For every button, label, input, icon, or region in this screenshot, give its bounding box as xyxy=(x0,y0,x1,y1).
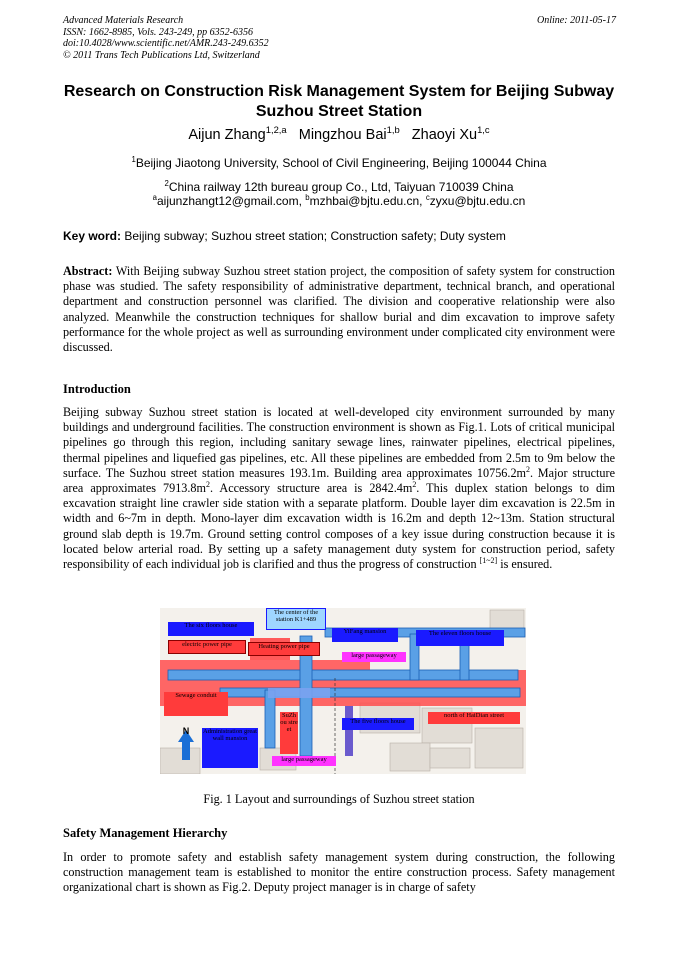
email-line xyxy=(0,194,678,208)
keyword-label: Key word: xyxy=(63,229,122,243)
label-five-floors-house: The five floors house xyxy=(342,718,414,730)
author-sup: 1,2,a xyxy=(265,124,287,136)
email-link[interactable]: aijunzhangt12@gmail.com, xyxy=(156,194,302,208)
author-sup: 1,b xyxy=(386,124,400,136)
figure-1 xyxy=(160,608,526,774)
abstract xyxy=(63,264,615,355)
label-heating-power-pipe: Heating power pipe xyxy=(248,642,320,656)
author-name: Zhaoyi Xu xyxy=(411,127,478,143)
email-sup: c xyxy=(425,193,430,202)
doi-line: doi:10.4028/www.scientific.net/AMR.243-249.6352 xyxy=(63,38,269,49)
aff-sup: 1 xyxy=(131,155,136,164)
abstract-text: With Beijing subway Suzhou street station project, the composition of safety system for construction phase was studied. The safety responsibility of administrative department, technical branch, and operational department and construction personnel was clarified. The division and cooperative relationship were also analyzed. Meanwhile the construction techniques for shallow burial and dim excavation to improve safety performance for the whole project as well as surrounding environment under complicated city environment were discussed. xyxy=(63,264,615,355)
email-link[interactable]: mzhbai@bjtu.edu.cn, xyxy=(309,194,423,208)
label-haidian-street: north of HaiDian street xyxy=(428,712,520,724)
email-link[interactable]: zyxu@bjtu.edu.cn xyxy=(429,194,526,208)
aff-sup: 2 xyxy=(164,179,169,188)
label-sewage-conduit: Sewage conduit xyxy=(164,692,228,716)
online-date: Online: 2011-05-17 xyxy=(537,15,616,26)
aff-text: China railway 12th bureau group Co., Ltd, Taiyuan 710039 China xyxy=(168,180,514,194)
section-heading-introduction: Introduction xyxy=(63,382,131,396)
intro-text: Beijing subway Suzhou street station is located at well-developed city environment surrounded by many buildings and underground facilities. The construction environment is shown as Fig.1. Lots of critical municipal pipelines go through this region, including sanitary sewage lines, rainwater pipelines, electrical pipelines, thermal pipelines and liquefied gas pipelines, etc. All these pipelines are embedded from 2.5m to 9m below the surface. The Suzhou street station measures 193.1m. Building area approximates 10756.2m xyxy=(63,405,615,480)
affiliation-2 xyxy=(0,180,678,194)
author-sup: 1,c xyxy=(477,124,490,136)
intro-text: . This duplex station belongs to dim excavation straight line crawler side station with a separate platform. Double layer dim excavation is 22.5m in width and 6~7m in depth. Mono-layer dim excavation width is 16.2m and depth 12~13m. Station structural ground slab depth is 19.7m. Ground setting control composes of a key issue during construction because it is located below arterial road. By setting up a safety management duty system for construction period, safety responsibility of each individual job is clarified and thus the progress of construction xyxy=(63,481,615,572)
figure-caption: Fig. 1 Layout and surroundings of Suzhou street station xyxy=(203,792,475,806)
issn-line: ISSN: 1662-8985, Vols. 243-249, pp 6352-6356 xyxy=(63,26,253,38)
author-name: Mingzhou Bai xyxy=(298,127,387,143)
label-station-center: The center of the station K1+489 xyxy=(266,608,326,630)
title-line-2: Suzhou Street Station xyxy=(255,103,423,120)
citation[interactable]: [1~2] xyxy=(479,555,498,565)
label-large-passageway-bottom: large passageway xyxy=(272,756,336,766)
abstract-label: Abstract: xyxy=(63,264,113,278)
introduction-text xyxy=(63,405,615,572)
label-eleven-floors-house: The eleven floors house xyxy=(416,630,504,646)
email-sup: a xyxy=(152,193,157,202)
superscript: 2 xyxy=(206,479,210,489)
copyright-line: © 2011 Trans Tech Publications Ltd, Switzerland xyxy=(63,49,260,61)
safety-text: In order to promote safety and establish safety management system during construction, the following construction management team is established to monitor the entire construction process. Safety management organizational chart is shown as Fig.2. Deputy project manager is in charge of safety xyxy=(63,850,615,895)
title-line-1: Research on Construction Risk Management System for Beijing Subway xyxy=(63,83,615,100)
author-list xyxy=(0,124,678,143)
label-large-passageway-top: large passageway xyxy=(342,652,406,662)
journal-name: Advanced Materials Research xyxy=(63,15,184,26)
author-name: Aijun Zhang xyxy=(188,127,266,143)
intro-text: . Major structure area approximates 7913.8m xyxy=(63,465,615,496)
label-suzhou-street: SuZh ou street xyxy=(280,712,298,754)
north-label: N xyxy=(182,726,190,736)
label-six-floors-house: The six floors house xyxy=(168,622,254,636)
email-sup: b xyxy=(305,193,310,202)
keywords xyxy=(63,229,506,243)
label-administration-mansion: Administration great wall mansion xyxy=(202,728,258,768)
label-electric-power-pipe: electric power pipe xyxy=(168,640,246,654)
intro-text: . Accessory structure area is 2842.4m xyxy=(209,481,413,496)
superscript: 2 xyxy=(412,479,417,489)
section-heading-safety: Safety Management Hierarchy xyxy=(63,826,228,840)
aff-text: Beijing Jiaotong University, School of Civil Engineering, Beijing 100044 China xyxy=(135,156,547,170)
affiliation-1 xyxy=(0,156,678,170)
paper-title xyxy=(40,82,638,122)
label-yifang-mansion: YiFang mansion xyxy=(332,628,398,642)
keyword-text: Beijing subway; Suzhou street station; Construction safety; Duty system xyxy=(124,229,506,243)
intro-text: is ensured. xyxy=(497,557,553,572)
superscript: 2 xyxy=(526,464,530,474)
journal-header xyxy=(63,15,269,61)
